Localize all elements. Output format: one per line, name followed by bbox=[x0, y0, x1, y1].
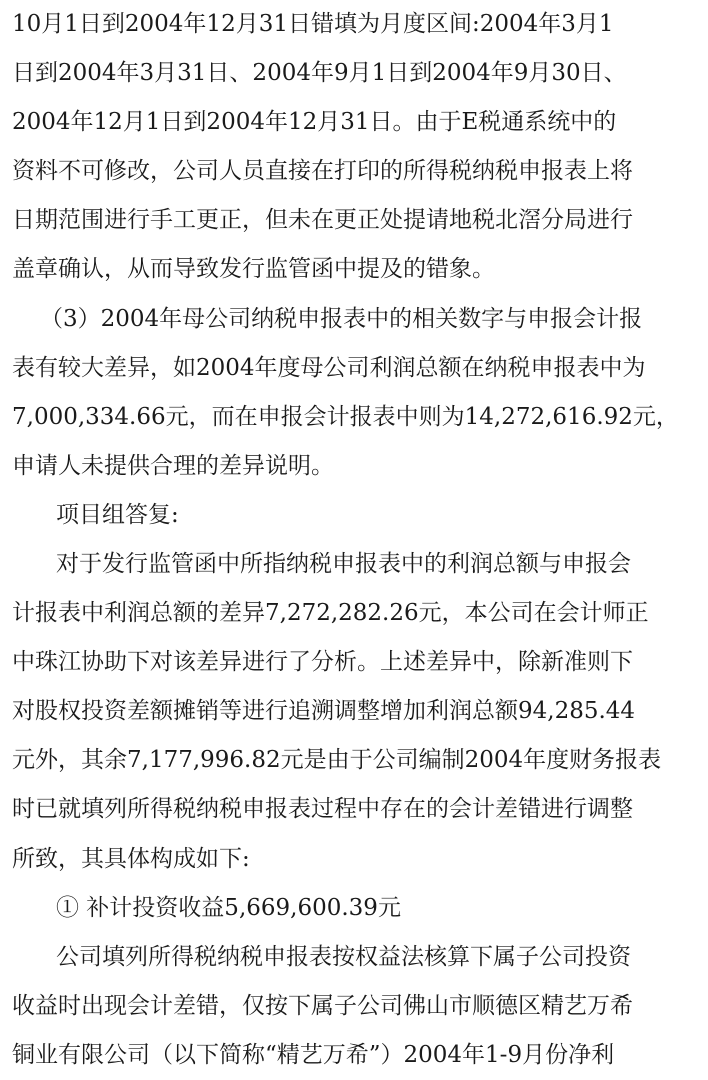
text-line: 铜业有限公司（以下简称“精艺万希”）2004年1-9月份净利 bbox=[12, 1041, 615, 1068]
text-line: 公司填列所得税纳税申报表按权益法核算下属子公司投资 bbox=[56, 943, 631, 970]
reply-heading: 项目组答复: bbox=[56, 501, 179, 528]
text-line: 时已就填列所得税纳税申报表过程中存在的会计差错进行调整 bbox=[12, 796, 633, 823]
text-line: 7,000,334.66元，而在申报会计报表中则为14,272,616.92元， bbox=[12, 403, 679, 430]
text-line: 对股权投资差额摊销等进行追溯调整增加利润总额94,285.44 bbox=[12, 698, 636, 725]
text-line: 日到2004年3月31日、2004年9月1日到2004年9月30日、 bbox=[12, 60, 627, 87]
section-heading-3: （3）2004年母公司纳税申报表中的相关数字与申报会计报 bbox=[40, 305, 643, 332]
text-line: 申请人未提供合理的差异说明。 bbox=[12, 452, 334, 479]
text-line: 元外，其余7,177,996.82元是由于公司编制2004年度财务报表 bbox=[12, 747, 662, 774]
text-line: 所致，其具体构成如下: bbox=[12, 845, 250, 872]
text-line: 中珠江协助下对该差异进行了分析。上述差异中，除新准则下 bbox=[12, 649, 633, 676]
text-line: 收益时出现会计差错，仅按下属子公司佛山市顺德区精艺万希 bbox=[12, 992, 633, 1019]
text-line: 计报表中利润总额的差异7,272,282.26元，本公司在会计师正 bbox=[12, 600, 649, 627]
text-line: 表有较大差异，如2004年度母公司利润总额在纳税申报表中为 bbox=[12, 354, 646, 381]
text-line: 资料不可修改，公司人员直接在打印的所得税纳税申报表上将 bbox=[12, 158, 633, 185]
text-line: 10月1日到2004年12月31日错填为月度区间:2004年3月1 bbox=[12, 11, 614, 37]
text-line: 盖章确认，从而导致发行监管函中提及的错象。 bbox=[12, 256, 495, 283]
text-line: 日期范围进行手工更正，但未在更正处提请地税北滘分局进行 bbox=[12, 207, 633, 234]
list-item-1: ① 补计投资收益5,669,600.39元 bbox=[56, 894, 401, 921]
text-line: 2004年12月1日到2004年12月31日。由于E税通系统中的 bbox=[12, 109, 617, 136]
text-line: 对于发行监管函中所指纳税申报表中的利润总额与申报会 bbox=[56, 551, 631, 577]
